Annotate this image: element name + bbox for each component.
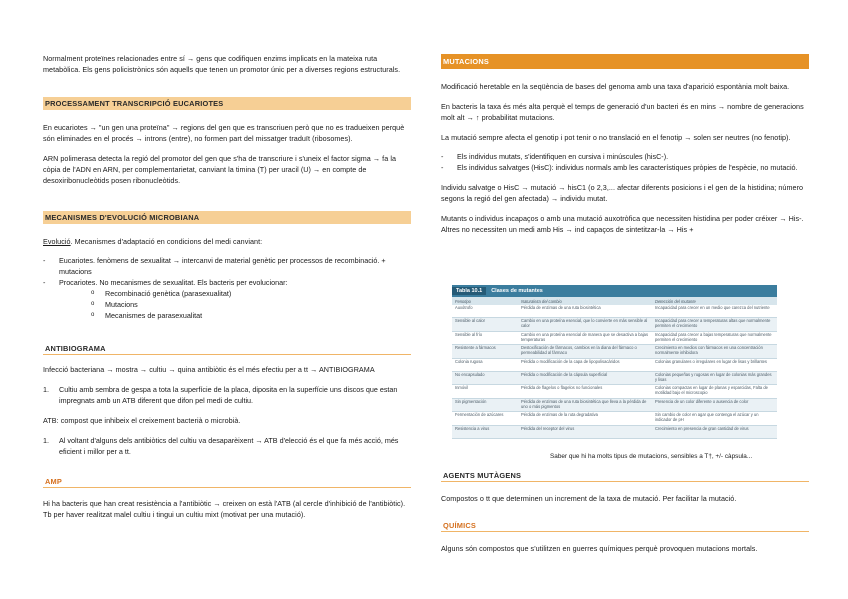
mecanismes-list (43, 255, 411, 321)
mutacions-paragraph-4: Individu salvatge o HisC → mutació → hisC1 (o 2,3,... afectar diferents posicions i el gen de la histidina; número segons la regió del gen afectada) → individu mutat. (441, 183, 804, 203)
mutacions-list (441, 151, 809, 173)
table-cell: Incapacidad para crecer a temperaturas altas que normalmente permiten el crecimiento (652, 318, 777, 331)
table-cell: No encapsulado (452, 371, 518, 384)
step-number: 1. (43, 385, 49, 394)
table-cell: Fermentación de azúcares (452, 412, 518, 425)
table-cell: Crecimiento en presencia de gran cantidad de virus (652, 425, 777, 438)
intro-section (43, 53, 411, 75)
atb-definition: ATB: compost que inhibeix el creixement bacterià o microbià. (43, 416, 241, 425)
table-cell: Colonias pequeñas y rugosas en lugar de colonias más grandes y lisas (652, 371, 777, 384)
step-text: Cultiu amb sembra de gespa a tota la superfície de la placa, diposita en la superfície uns discos que estan impregnats amb un ATB diferent que difon pel medi de cultiu. (59, 385, 398, 405)
evolucio-line (43, 236, 411, 247)
table-cell: Pérdida de enzimas de la ruta degradativa (518, 412, 652, 425)
table-row (452, 371, 777, 384)
table-cell: Pérdida o modificación de la capa de lipopolisacáridos (518, 358, 652, 371)
table-cell: Colonias compactas en lugar de planas y esparcidas, Falta de motilidad bajo el microscopio (652, 385, 777, 398)
table-header: Naturaleza del cambio (518, 297, 652, 305)
table-cell: Pérdida de enzimas de una ruta biosintética que lleva a la pérdida de uno o más pigmentos (518, 398, 652, 411)
table-cell: Destoxificación de fármacos, cambios en la diana del fármaco o permeabilidad al fármaco (518, 345, 652, 358)
antibiograma-header: ANTIBIOGRAMA (43, 342, 411, 355)
sub-list-item: o Mecanismes de parasexualitat (43, 310, 411, 321)
table-row (452, 318, 777, 331)
antibiograma-steps (43, 384, 411, 406)
processament-header: PROCESSAMENT TRANSCRIPCIÓ EUCARIOTES (43, 97, 411, 110)
amp-header: AMP (43, 475, 411, 488)
list-item (43, 384, 411, 406)
table-cell: Cambio en una proteína esencial de manera que se desactiva a bajas temperaturas (518, 331, 652, 344)
list-item: - Els individus mutats, s'identifiquen en cursiva i minúscules (hisC-). (441, 151, 809, 162)
evolucio-label: Evolució (43, 237, 71, 246)
list-item: - Eucariotes. fenòmens de sexualitat → intercanvi de material genètic per processos de recombinació. + mutacions (43, 255, 411, 277)
mutant-classes-table-figure (452, 285, 780, 460)
mecanismes-header: MECANISMES D'EVOLUCIÓ MICROBIANA (43, 211, 411, 224)
mutacions-paragraph-3: La mutació sempre afecta el genotip i pot tenir o no translació en el fenotip → solen ser neutres (no fenotip). (441, 133, 791, 142)
table-row (452, 305, 777, 318)
table-cell: Sin pigmentación (452, 398, 518, 411)
agents-header: AGENTS MUTÀGENS (441, 469, 809, 482)
mutacions-header: MUTACIONS (441, 54, 809, 69)
table-row (452, 398, 777, 411)
amp-paragraph: Hi ha bacteris que han creat resistència a l'antibiòtic → creixen on està l'ATB (al cercle d'inhibició de l'antibiòtic). Tb per haver realitzat malel cultiu i tingui un cultiu mixt (motivat per una mutació). (43, 499, 406, 519)
amp-section (43, 475, 411, 520)
antibiograma-paragraph: Infecció bacteriana → mostra → cultiu → quina antibiòtic és el més efectiu per a tt → ANTIBIOGRAMA (43, 365, 375, 374)
table-cell: Pérdida o modificación de la cápsula superficial (518, 371, 652, 384)
mutacions-paragraph-5: Mutants o individus incapaços o amb una mutació auxotròfica que necessiten histidina per poder créixer → His-. Altres no necessiten un medi amb His → ind capaços de sintetitzar-la → His + (441, 214, 804, 234)
agents-paragraph: Compostos o tt que determinen un increment de la taxa de mutació. Per facilitar la mutació. (441, 494, 737, 503)
table-cell: Colonias granulares o irregulares en lugar de lisas y brillantes (652, 358, 777, 371)
table-title: Clases de mutantes (491, 288, 543, 294)
mecanismes-section (43, 211, 411, 321)
table-row (452, 331, 777, 344)
table-badge: Tabla 10.1 (452, 287, 486, 295)
table-cell: Presencia de un color diferente o ausencia de color (652, 398, 777, 411)
processament-section (43, 97, 411, 186)
table-cell: Colonia rugosa (452, 358, 518, 371)
table-cell: Resistente a fármacos (452, 345, 518, 358)
table-cell: Auxótrofo (452, 305, 518, 318)
mutacions-section (441, 54, 809, 235)
table-cell: Sin cambio de color en agar que contenga el azúcar y un indicador de pH (652, 412, 777, 425)
table-header-row (452, 297, 777, 305)
mutacions-paragraph-1: Modificació heretable en la seqüència de bases del genoma amb una taxa d'aparició espontània molt baixa. (441, 82, 790, 91)
antibiograma-section (43, 342, 411, 457)
table-cell: Pérdida de enzimas de una ruta biosintética (518, 305, 652, 318)
antibiograma-steps-2 (43, 435, 411, 457)
table-body (452, 305, 777, 438)
table-row (452, 425, 777, 438)
table-cell: Sensible al calor (452, 318, 518, 331)
step-number: 1. (43, 436, 49, 445)
evolucio-text: . Mecanismes d'adaptació en condicions del medi canviant: (70, 237, 263, 246)
table-row (452, 358, 777, 371)
table-header: Detección del mutante (652, 297, 777, 305)
list-item (43, 435, 411, 457)
sub-list-item: o Mutacions (43, 299, 411, 310)
list-item: - Procariotes. No mecanismes de sexualitat. Els bacteris per evolucionar: (43, 277, 411, 288)
quimics-section (441, 519, 809, 554)
table-row (452, 345, 777, 358)
agents-section (441, 469, 809, 504)
table-cell: Inmóvil (452, 385, 518, 398)
quimics-header: QUÍMICS (441, 519, 809, 532)
table-title-bar (452, 285, 777, 297)
table-row (452, 385, 777, 398)
table-cell: Pérdida del receptor del virus (518, 425, 652, 438)
intro-paragraph: Normalment proteïnes relacionades entre sí → gens que codifiquen enzims implicats en la mateixa ruta metabòlica. Els gens policistrònics són aquells que tenen un promotor únic per a diverses regions estructurals. (43, 54, 401, 74)
table-cell: Cambio en una proteína esencial, que lo convierte en más sensible al calor (518, 318, 652, 331)
table-cell: Pérdida de flagelos o flagelos no funcionales (518, 385, 652, 398)
sub-list-item: o Recombinació genètica (parasexualitat) (43, 288, 411, 299)
mutacions-paragraph-2: En bacteris la taxa és més alta perquè el temps de generació d'un bacteri és en mins → nombre de generacions molt alt → ↑ probabilitat mutacions. (441, 102, 804, 122)
processament-paragraph-2: ARN polimerasa detecta la regió del promotor del gen que s'ha de transcriure i s'uneix el factor sigma → fa la còpia de l'ADN en ARN, per complementarietat, canviant la timina (T) per uracil (U) → en compte de desoxiribonucleòtids posen ribonucleòtids. (43, 154, 397, 185)
list-item: - Els individus salvatges (HisC): individus normals amb les característiques pròpies de l'espècie, no mutació. (441, 162, 809, 173)
step-text: Al voltant d'alguns dels antibiòtics del cultiu va desaparèixent → ATB d'elecció és el que fa més acció, més eficient i millor per a tt. (59, 436, 399, 456)
processament-paragraph-1: En eucariotes → "un gen una proteïna" → regions del gen que es transcriuen però que no es tradueixen perquè són eliminades en el procés → introns (entre), no formen part del missatger traduït (ribosomes). (43, 123, 405, 143)
mutant-classes-table (452, 297, 777, 439)
table-cell: Incapacidad para crecer a bajas temperaturas que normalmente permiten el crecimiento (652, 331, 777, 344)
table-cell: Incapacidad para crecer en un medio que carezca del nutriente (652, 305, 777, 318)
quimics-paragraph: Alguns són compostos que s'utilitzen en guerres químiques perquè provoquen mutacions mortals. (441, 544, 758, 553)
table-caption: Saber que hi ha molts tipus de mutacions, sensibles a T†, +/- càpsula... (550, 453, 753, 460)
table-cell: Crecimiento en medios con fármacos en una concentración normalmente inhibidora (652, 345, 777, 358)
table-header: Fenotipo (452, 297, 518, 305)
table-cell: Resistencia a virus (452, 425, 518, 438)
table-row (452, 412, 777, 425)
table-cell: Sensible al frío (452, 331, 518, 344)
